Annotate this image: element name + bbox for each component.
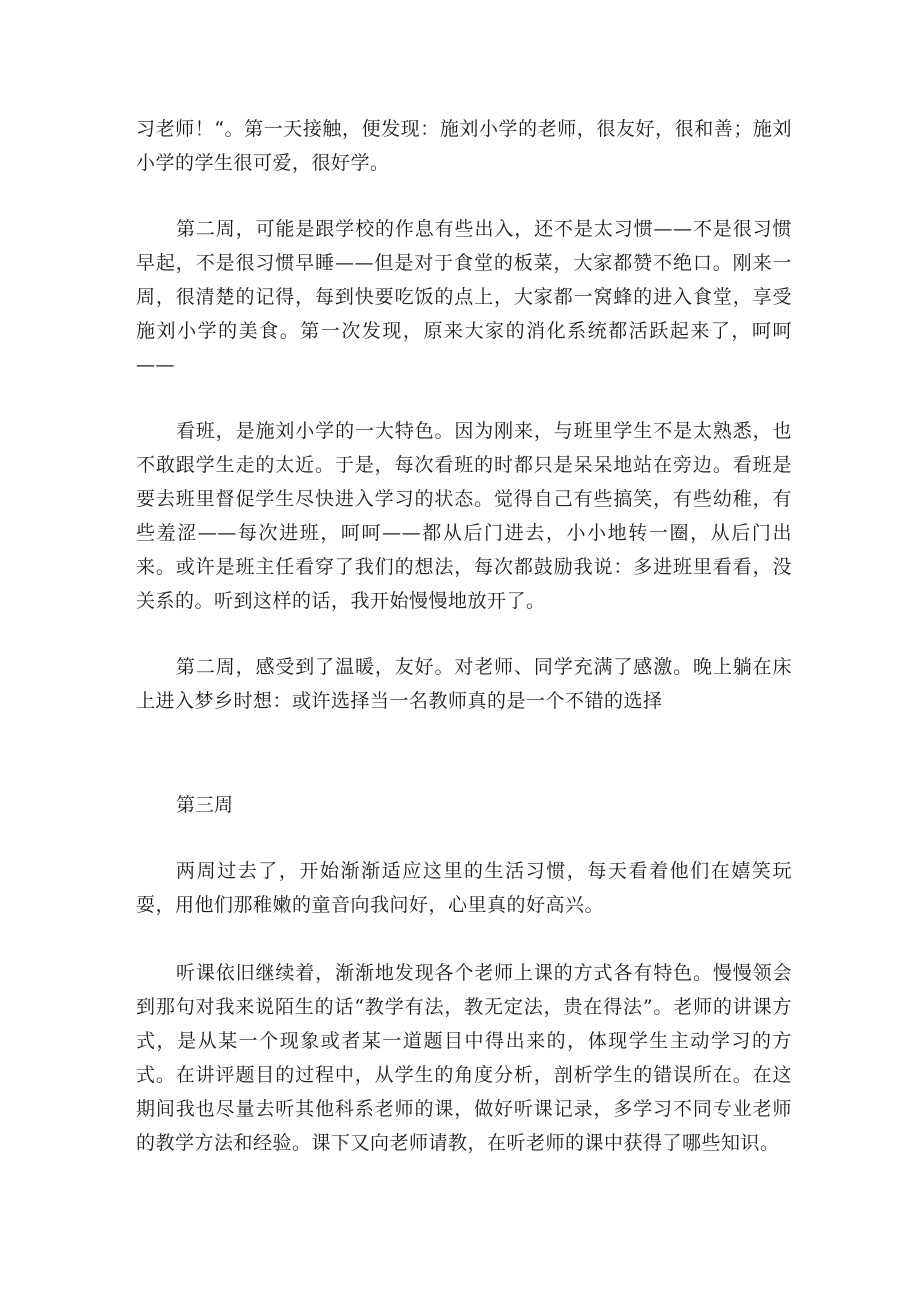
paragraph-6: 听课依旧继续着，渐渐地发现各个老师上课的方式各有特色。慢慢领会到那句对我来说陌生的话“教学有法，教无定法，贵在得法”。老师的讲课方式，是从某一个现象或者某一道题目中得出来的，体现学生主动学习的方式。在讲评题目的过程中，从学生的角度分析，剖析学生的错误所在。在这期间我也尽量去听其他科系老师的课，做好听课记录，多学习不同专业老师的教学方法和经验。课下又向老师请教，在听老师的课中获得了哪些知识。 <box>136 962 792 1154</box>
paragraph-4: 第二周，感受到了温暖，友好。对老师、同学充满了感激。晚上躺在床上进入梦乡时想：或许选择当一名教师真的是一个不错的选择 <box>136 656 792 712</box>
paragraph-3: 看班，是施刘小学的一大特色。因为刚来，与班里学生不是太熟悉，也不敢跟学生走的太近。于是，每次看班的时都只是呆呆地站在旁边。看班是要去班里督促学生尽快进入学习的状态。觉得自己有些搞笑，有些幼稚，有些羞涩——每次进班，呵呵——都从后门进去，小小地转一圈，从后门出来。或许是班主任看穿了我们的想法，每次都鼓励我说：多进班里看看，没关系的。听到这样的话，我开始慢慢地放开了。 <box>136 420 792 612</box>
paragraph-5: 两周过去了，开始渐渐适应这里的生活习惯，每天看着他们在嬉笑玩耍，用他们那稚嫩的童音向我问好，心里真的好高兴。 <box>136 860 792 916</box>
paragraph-2: 第二周，可能是跟学校的作息有些出入，还不是太习惯——不是很习惯早起，不是很习惯早睡——但是对于食堂的板菜，大家都赞不绝口。刚来一周，很清楚的记得，每到快要吃饭的点上，大家都一窝蜂的进入食堂，享受施刘小学的美食。第一次发现，原来大家的消化系统都活跃起来了，呵呵—— <box>136 218 792 376</box>
paragraph-1: 习老师！“。第一天接触，便发现：施刘小学的老师，很友好，很和善；施刘小学的学生很可爱，很好学。 <box>136 118 792 174</box>
section-heading-week-3: 第三周 <box>176 794 234 816</box>
